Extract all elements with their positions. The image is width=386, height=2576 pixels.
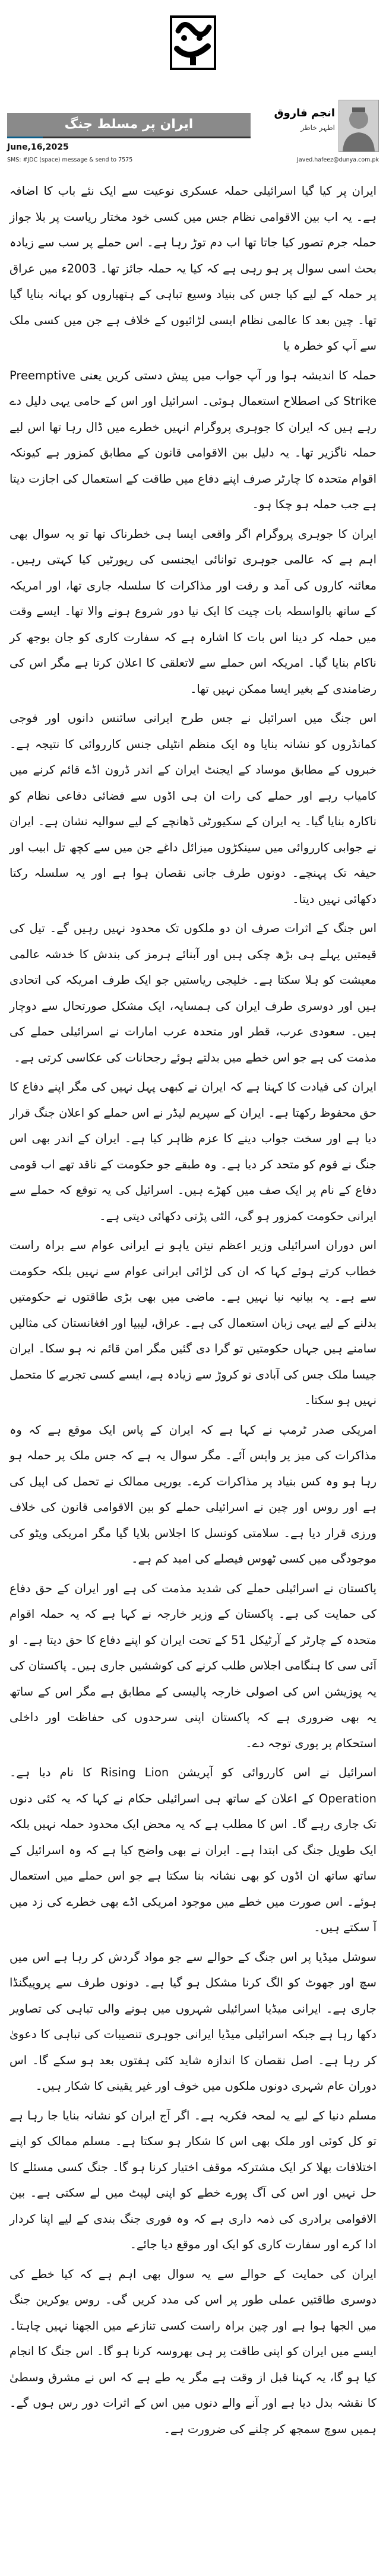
article-paragraph: اس جنگ کے اثرات صرف ان دو ملکوں تک محدود نہیں رہیں گے۔ تیل کی قیمتیں پہلے ہی بڑھ چکی ہیں اور آبنائے ہرمز کی بندش کا خدشہ عالمی معیشت کو ہلا سکتا ہے۔ خلیجی ریاستیں جو ایک طرف امریکہ کی اتحادی ہیں اور دوسری طرف ایران کی ہمسایہ، ایک مشکل صورتحال سے دوچار ہیں۔ سعودی عرب، قطر اور متحدہ عرب امارات نے اسرائیلی حملے کی مذمت کی ہے جو اس خطے میں بدلتے ہوئے رجحانات کی عکاسی کرتی ہے۔ xyxy=(10,921,376,1064)
author-portrait-icon xyxy=(339,100,378,151)
column-title-bar xyxy=(7,113,251,138)
newspaper-logo xyxy=(160,7,226,78)
sms-info: SMS: #JDC (space) message & send to 7575 xyxy=(7,157,133,163)
article-paragraph: ایران کا جوہری پروگرام اگر واقعی ایسا ہی خطرناک تھا تو یہ سوال بھی اہم ہے کہ عالمی جوہری توانائی ایجنسی کی رپورٹیں کیا کہتی رہیں۔ معائنہ کاروں کی آمد و رفت اور مذاکرات کا سلسلہ جاری تھا، اور امریکہ کے ساتھ بالواسطہ بات چیت کا ایک نیا دور شروع ہونے والا تھا۔ ایسے وقت میں حملہ کر دینا اس بات کا اشارہ ہے کہ سفارت کاری کو جان بوجھ کر ناکام بنایا گیا۔ امریکہ اس حملے سے لاتعلقی کا اعلان کرتا ہے مگر اس کی رضامندی کے بغیر ایسا ممکن نہیں تھا۔ xyxy=(10,527,376,696)
article-paragraph: پاکستان نے اسرائیلی حملے کی شدید مذمت کی ہے اور ایران کے حق دفاع کی حمایت کی ہے۔ پاکستان کے وزیر خارجہ نے کہا ہے کہ یہ حملہ اقوام متحدہ کے چارٹر کے آرٹیکل 51 کے تحت ایران کو اپنے دفاع کا حق دیتا ہے۔ او آئی سی کا ہنگامی اجلاس طلب کرنے کی کوششیں جاری ہیں۔ پاکستان کی یہ پوزیشن اس کی اصولی خارجہ پالیسی کے مطابق ہے مگر اس کے ساتھ یہ بھی ضروری ہے کہ پاکستان اپنی سرحدوں کی حفاظت اور داخلی استحکام پر پوری توجہ دے۔ xyxy=(10,1581,376,1750)
article-paragraph: حملہ کا اندیشہ ہوا ور آپ جواب میں پیش دستی کریں یعنی Preemptive Strike کی اصطلاح استعمال ہوئی۔ اسرائیل اور اس کے حامی یہی دلیل دے رہے ہیں کہ ایران کا جوہری پروگرام انہیں خطرے میں ڈال رہا تھا اس لیے حملہ ناگزیر تھا۔ یہ دلیل بین الاقوامی قانون کے مطابق کمزور ہے کیونکہ اقوام متحدہ کا چارٹر صرف اپنے دفاع میں طاقت کے استعمال کی اجازت دیتا ہے جب حملہ ہو چکا ہو۔ xyxy=(10,368,376,511)
article-paragraph: امریکی صدر ٹرمپ نے کہا ہے کہ ایران کے پاس ایک موقع ہے کہ وہ مذاکرات کی میز پر واپس آئے۔ مگر سوال یہ ہے کہ جس ملک پر حملہ ہو رہا ہو وہ کس بنیاد پر مذاکرات کرے۔ یورپی ممالک نے تحمل کی اپیل کی ہے اور روس اور چین نے اسرائیلی حملے کو بین الاقوامی قانون کی خلاف ورزی قرار دیا ہے۔ سلامتی کونسل کا اجلاس بلایا گیا مگر امریکی ویٹو کی موجودگی میں کسی ٹھوس فیصلے کی امید کم ہے۔ xyxy=(10,1422,376,1566)
article-paragraph: ایران کی حمایت کے حوالے سے یہ سوال بھی اہم ہے کہ کیا خطے کی دوسری طاقتیں عملی طور پر اس کی مدد کریں گی۔ روس یوکرین جنگ میں الجھا ہوا ہے اور چین براہ راست کسی تنازعے میں الجھنا نہیں چاہتا۔ ایسے میں ایران کو اپنی طاقت پر ہی بھروسہ کرنا ہو گا۔ اس جنگ کا انجام کیا ہو گا، یہ کہنا قبل از وقت ہے مگر یہ طے ہے کہ اس نے مشرق وسطیٰ کا نقشہ بدل دیا ہے اور آنے والے دنوں میں اس کے اثرات دور رس ہوں گے۔ ہمیں سوچ سمجھ کر چلنے کی ضرورت ہے۔ xyxy=(10,2267,376,2436)
article-paragraph: ایران پر کیا گیا اسرائیلی حملہ عسکری نوعیت سے ایک نئے باب کا اضافہ ہے۔ یہ اب بین الاقوامی نظام جس میں کسی خود مختار ریاست پر بلا جواز حملہ جرم تصور کیا جاتا تھا اب دم توڑ رہا ہے۔ اس حملے پر سب سے زیادہ بحث اسی سوال پر ہو رہی ہے کہ کیا یہ حملہ جائز تھا۔ 2003ء میں عراق پر حملہ کے لیے کیا جس کی بنیاد وسیع تباہی کے ہتھیاروں کو بہانہ بنایا گیا تھا۔ چین بعد کا عالمی نظام ایسی لڑائیوں کے خلاف ہے جن میں کسی ملک سے آپ کو خطرہ یا xyxy=(10,184,377,353)
author-block xyxy=(257,100,379,166)
dunya-logo-icon xyxy=(160,7,226,78)
publish-date: June,16,2025 xyxy=(7,142,69,152)
author-email[interactable]: Javed.hafeez@dunya.com.pk xyxy=(297,157,379,163)
article-paragraph: اس دوران اسرائیلی وزیر اعظم نیتن یاہو نے ایرانی عوام سے براہ راست خطاب کرتے ہوئے کہا کہ ان کی لڑائی ایرانی عوام سے نہیں بلکہ حکومت سے ہے۔ یہ بیانیہ نیا نہیں ہے۔ ماضی میں بھی بڑی طاقتوں نے حکومتیں بدلنے کے لیے یہی زبان استعمال کی ہے۔ عراق، لیبیا اور افغانستان کی مثالیں سامنے ہیں جہاں حکومتیں تو گرا دی گئیں مگر امن قائم نہ ہو سکا۔ ایران جیسا ملک جس کی آبادی نو کروڑ سے زیادہ ہے، ایسے کسی تجربے کا متحمل نہیں ہو سکتا۔ xyxy=(10,1238,376,1407)
author-photo xyxy=(338,100,379,152)
article-paragraph: مسلم دنیا کے لیے یہ لمحہ فکریہ ہے۔ اگر آج ایران کو نشانہ بنایا جا رہا ہے تو کل کوئی اور ملک بھی اس کا شکار ہو سکتا ہے۔ مسلم ممالک کو اپنے اختلافات بھلا کر ایک مشترکہ موقف اختیار کرنا ہو گا۔ جنگ کسی مسئلے کا حل نہیں اور اس کی آگ پورے خطے کو اپنی لپیٹ میں لے سکتی ہے۔ بین الاقوامی برادری کی ذمہ داری ہے کہ وہ فوری جنگ بندی کے لیے اپنا کردار ادا کرے اور سفارت کاری کو ایک اور موقع دیا جائے۔ xyxy=(10,2108,376,2251)
column-header xyxy=(7,100,379,166)
article-paragraph: ایران کی قیادت کا کہنا ہے کہ ایران نے کبھی پہل نہیں کی مگر اپنے دفاع کا حق محفوظ رکھتا ہے۔ ایران کے سپریم لیڈر نے اس حملے کو اعلان جنگ قرار دیا ہے اور سخت جواب دینے کا عزم ظاہر کیا ہے۔ ایران کے اندر بھی اس جنگ نے قوم کو متحد کر دیا ہے۔ وہ طبقے جو حکومت کے ناقد تھے اب قومی دفاع کے نام پر ایک صف میں کھڑے ہیں۔ اسرائیل کی یہ توقع کہ حملے سے ایرانی حکومت کمزور ہو گی، الٹی پڑتی دکھائی دیتی ہے۔ xyxy=(10,1080,376,1223)
article-paragraph: سوشل میڈیا پر اس جنگ کے حوالے سے جو مواد گردش کر رہا ہے اس میں سچ اور جھوٹ کو الگ کرنا مشکل ہو گیا ہے۔ دونوں طرف سے پروپیگنڈا جاری ہے۔ ایرانی میڈیا اسرائیلی شہروں میں ہونے والی تباہی کی تصاویر دکھا رہا ہے جبکہ اسرائیلی میڈیا ایرانی جوہری تنصیبات کی تباہی کا دعویٰ کر رہا ہے۔ اصل نقصان کا اندازہ شاید کئی ہفتوں بعد ہو سکے گا۔ اس دوران عام شہری دونوں ملکوں میں خوف اور غیر یقینی کا شکار ہیں۔ xyxy=(10,1950,376,2093)
column-title: ایران پر مسلط جنگ xyxy=(64,117,194,132)
author-role: اطہر خاطر xyxy=(300,123,335,132)
article-paragraph: اس جنگ میں اسرائیل نے جس طرح ایرانی سائنس دانوں اور فوجی کمانڈروں کو نشانہ بنایا وہ ایک منظم انٹیلی جنس کارروائی کا نتیجہ ہے۔ خبروں کے مطابق موساد کے ایجنٹ ایران کے اندر ڈرون اڈے قائم کرنے میں کامیاب رہے اور حملے کی رات ان ہی اڈوں سے فضائی دفاعی نظام کو ناکارہ بنایا گیا۔ یہ ایران کے سکیورٹی ڈھانچے کے لیے سوالیہ نشان ہے۔ ایران نے جوابی کارروائی میں سینکڑوں میزائل داغے جن میں سے کچھ تل ابیب اور حیفہ تک پہنچے۔ دونوں طرف جانی نقصان ہوا ہے اور یہ سلسلہ رکتا دکھائی نہیں دیتا۔ xyxy=(10,711,376,906)
article-body xyxy=(10,178,376,2445)
author-name: انجم فاروق xyxy=(274,107,335,119)
article-paragraph: اسرائیل نے اس کارروائی کو آپریشن Rising Lion کا نام دیا ہے۔ Operation کے اعلان کے ساتھ ہی اسرائیلی حکام نے کہا کہ یہ کئی دنوں تک جاری رہے گا۔ اس کا مطلب ہے کہ یہ محض ایک محدود حملہ نہیں بلکہ ایک طویل جنگ کی ابتدا ہے۔ ایران نے بھی واضح کیا ہے کہ وہ اسرائیل کے ساتھ ساتھ ان اڈوں کو بھی نشانہ بنا سکتا ہے جو اس حملے میں استعمال ہوئے۔ اس صورت میں خطے میں موجود امریکی اڈے بھی خطرے کی زد میں آ سکتے ہیں۔ xyxy=(10,1766,376,1934)
